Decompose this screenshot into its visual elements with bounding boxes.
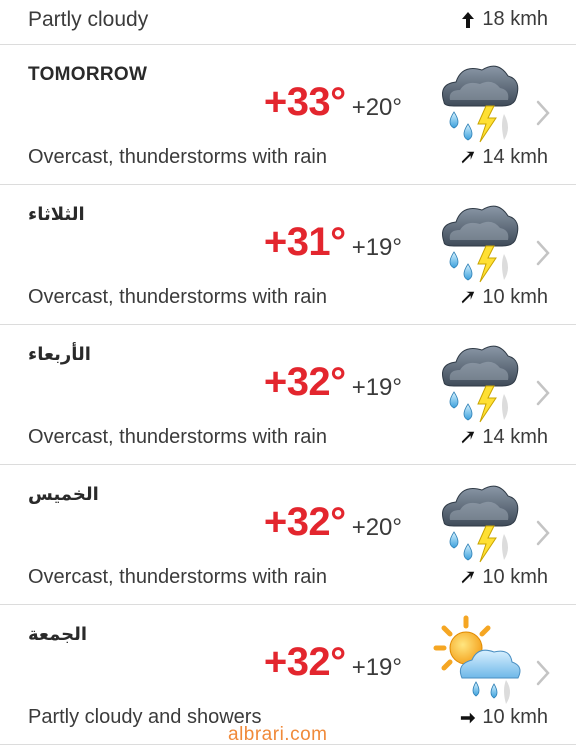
chevron-right-icon[interactable] bbox=[536, 240, 550, 266]
thunderstorm-rain-icon bbox=[432, 474, 524, 566]
forecast-day-row[interactable] bbox=[0, 184, 576, 325]
current-wind-speed: 18 kmh bbox=[482, 8, 548, 30]
low-temperature: +19° bbox=[351, 654, 402, 681]
chevron-right-icon[interactable] bbox=[536, 100, 550, 126]
temperature-range bbox=[264, 640, 402, 685]
sun-cloud-showers-icon bbox=[432, 614, 524, 706]
wind-info bbox=[460, 286, 548, 309]
arrow-up-right-icon bbox=[460, 429, 476, 447]
day-name: الجمعة bbox=[28, 624, 88, 645]
low-temperature: +20° bbox=[351, 514, 402, 541]
thunderstorm-rain-icon bbox=[432, 334, 524, 426]
arrow-up-icon bbox=[460, 11, 476, 29]
temperature-range bbox=[264, 80, 402, 125]
arrow-up-right-icon bbox=[460, 149, 476, 167]
high-temperature: +31° bbox=[263, 220, 346, 264]
day-name: TOMORROW bbox=[28, 64, 148, 85]
chevron-right-icon[interactable] bbox=[536, 660, 550, 686]
arrow-right-icon bbox=[460, 709, 476, 727]
condition-text: Overcast, thunderstorms with rain bbox=[28, 286, 327, 308]
wind-speed: 14 kmh bbox=[482, 146, 548, 168]
wind-info bbox=[460, 566, 548, 589]
current-conditions-row bbox=[0, 0, 576, 45]
high-temperature: +32° bbox=[263, 360, 346, 404]
arrow-up-right-icon bbox=[460, 569, 476, 587]
low-temperature: +20° bbox=[351, 94, 402, 121]
day-name: الخميس bbox=[28, 484, 99, 505]
current-wind bbox=[460, 8, 548, 31]
condition-text: Overcast, thunderstorms with rain bbox=[28, 566, 327, 588]
chevron-right-icon[interactable] bbox=[536, 380, 550, 406]
wind-speed: 10 kmh bbox=[482, 286, 548, 308]
wind-info bbox=[460, 426, 548, 449]
forecast-day-row[interactable] bbox=[0, 324, 576, 465]
chevron-right-icon[interactable] bbox=[536, 520, 550, 546]
current-condition-text: Partly cloudy bbox=[28, 8, 149, 31]
wind-speed: 10 kmh bbox=[482, 566, 548, 588]
day-name: الأربعاء bbox=[28, 344, 91, 365]
arrow-up-right-icon bbox=[460, 289, 476, 307]
wind-info bbox=[460, 146, 548, 169]
temperature-range bbox=[264, 360, 402, 405]
condition-text: Overcast, thunderstorms with rain bbox=[28, 426, 327, 448]
thunderstorm-rain-icon bbox=[432, 194, 524, 286]
day-name: الثلاثاء bbox=[28, 204, 85, 225]
condition-text: Partly cloudy and showers bbox=[28, 706, 262, 728]
thunderstorm-rain-icon bbox=[432, 54, 524, 146]
low-temperature: +19° bbox=[351, 234, 402, 261]
condition-text: Overcast, thunderstorms with rain bbox=[28, 146, 327, 168]
high-temperature: +33° bbox=[263, 80, 346, 124]
wind-speed: 14 kmh bbox=[482, 426, 548, 448]
watermark: albrari.com bbox=[228, 724, 328, 745]
wind-info bbox=[460, 706, 548, 729]
wind-speed: 10 kmh bbox=[482, 706, 548, 728]
forecast-day-row[interactable] bbox=[0, 464, 576, 605]
temperature-range bbox=[264, 500, 402, 545]
low-temperature: +19° bbox=[351, 374, 402, 401]
temperature-range bbox=[264, 220, 402, 265]
forecast-day-row[interactable] bbox=[0, 44, 576, 185]
high-temperature: +32° bbox=[263, 640, 346, 684]
high-temperature: +32° bbox=[263, 500, 346, 544]
